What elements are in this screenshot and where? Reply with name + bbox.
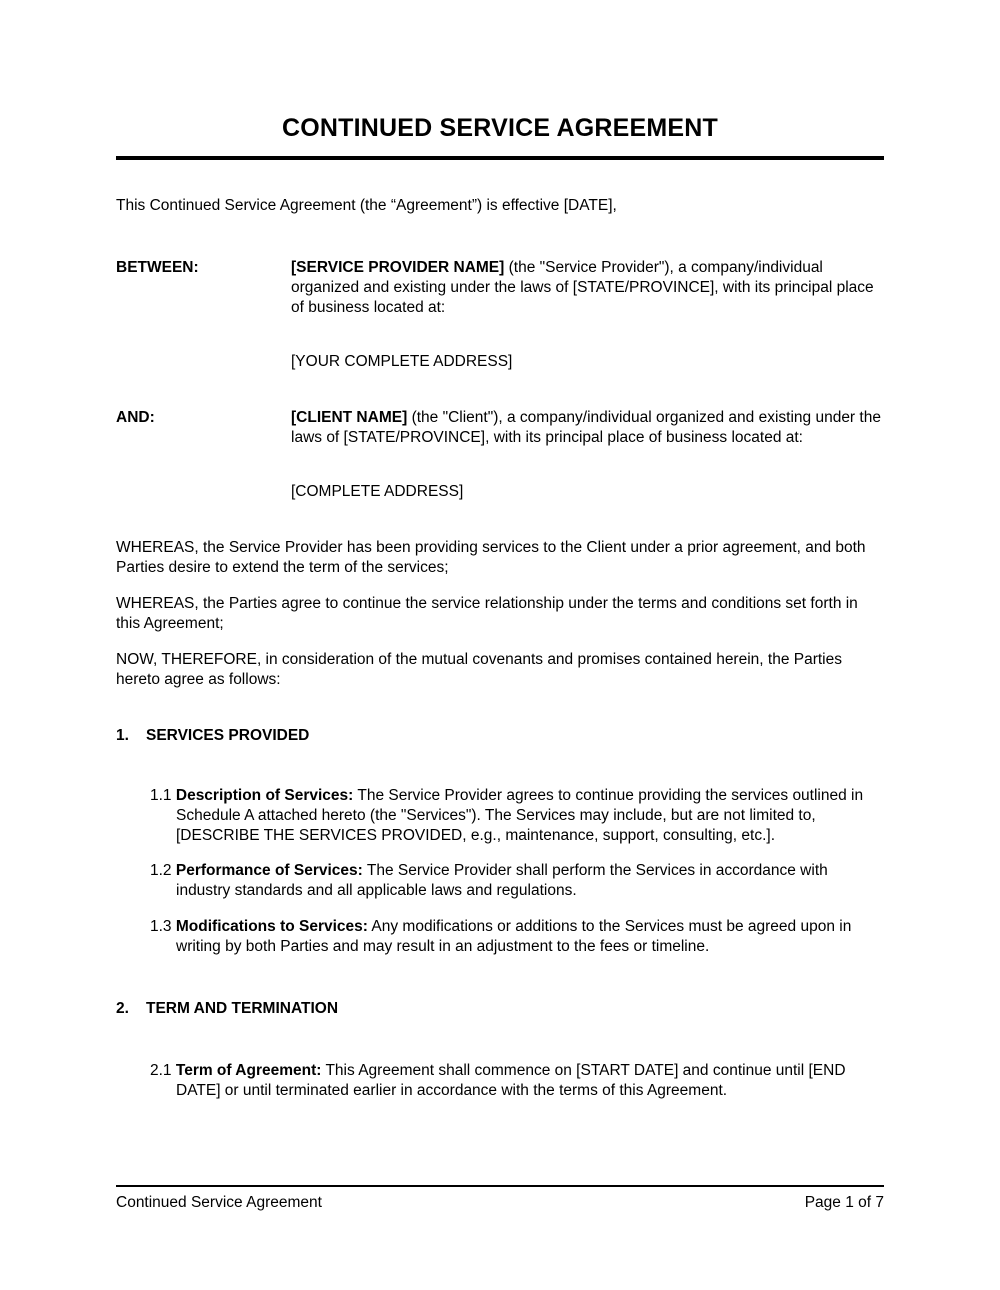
- intro-paragraph: This Continued Service Agreement (the “Agreement”) is effective [DATE],: [116, 197, 617, 214]
- section-number: 1.: [116, 727, 129, 744]
- clause-title: Modifications to Services:: [175, 918, 368, 935]
- clause-modifications-to-services: [116, 917, 884, 957]
- section-number: 2.: [116, 1000, 129, 1017]
- clause-number: 1.3: [150, 918, 172, 935]
- clause-text: Any modifications or additions to the Services must be agreed upon in writing by both Parties and may result in an adjustment to the fees or timeline.: [176, 918, 852, 955]
- clause-title: Description of Services:: [175, 787, 354, 804]
- party-name-placeholder: [CLIENT NAME]: [291, 409, 408, 426]
- party-description-and: [291, 408, 884, 448]
- party-address-placeholder: [COMPLETE ADDRESS]: [291, 483, 464, 500]
- clause-title: Performance of Services:: [175, 862, 363, 879]
- section-heading-term-and-termination: [116, 999, 884, 1019]
- party-description-text: (the "Service Provider"), a company/individual organized and existing under the laws of [STATE/PROVINCE], with its principal place of business located at:: [291, 259, 874, 316]
- footer-page-number: Page 1 of 7: [804, 1194, 884, 1211]
- footer-document-name: Continued Service Agreement: [116, 1194, 322, 1211]
- recital-paragraph: NOW, THEREFORE, in consideration of the mutual covenants and promises contained herein, the Parties hereto agree as follows:: [116, 651, 842, 688]
- clause-number: 1.1: [150, 787, 172, 804]
- clause-performance-of-services: [116, 861, 884, 901]
- title-divider: [116, 156, 884, 160]
- section-title: TERM AND TERMINATION: [146, 1000, 339, 1017]
- party-label-and: AND:: [116, 409, 155, 426]
- party-name-placeholder: [SERVICE PROVIDER NAME]: [291, 259, 505, 276]
- party-label-between: BETWEEN:: [116, 259, 199, 276]
- clause-text: The Service Provider agrees to continue providing the services outlined in Schedule A attached hereto (the "Services"). The Services may include, but are not limited to, [DESCRIBE THE SERVICES PROVIDED, e.g., maintenance, support, consulting, etc.].: [176, 787, 864, 844]
- clause-description-of-services: [116, 786, 884, 846]
- recital-paragraph: WHEREAS, the Parties agree to continue the service relationship under the terms and conditions set forth in this Agreement;: [116, 595, 858, 632]
- party-description-text: (the "Client"), a company/individual organized and existing under the laws of [STATE/PROVINCE], with its principal place of business located at:: [291, 409, 881, 446]
- party-block-and: [116, 408, 884, 502]
- recital-paragraph: WHEREAS, the Service Provider has been providing services to the Client under a prior agreement, and both Parties desire to extend the term of the services;: [116, 539, 866, 576]
- party-body-between: [291, 258, 884, 372]
- clause-number: 1.2: [150, 862, 172, 879]
- section-title: SERVICES PROVIDED: [146, 727, 310, 744]
- document-title: CONTINUED SERVICE AGREEMENT: [281, 114, 718, 142]
- clause-number: 2.1: [150, 1062, 172, 1079]
- party-body-and: [291, 408, 884, 502]
- clause-term-of-agreement: [116, 1061, 884, 1101]
- section-heading-services-provided: [116, 726, 884, 746]
- clause-text: This Agreement shall commence on [START DATE] and continue until [END DATE] or until terminated earlier in accordance with the terms of this Agreement.: [176, 1062, 846, 1099]
- clause-title: Term of Agreement:: [175, 1062, 322, 1079]
- party-address-placeholder: [YOUR COMPLETE ADDRESS]: [291, 353, 513, 370]
- clause-text: The Service Provider shall perform the Services in accordance with industry standards and all applicable laws and regulations.: [176, 862, 828, 899]
- party-description-between: [291, 258, 884, 318]
- party-block-between: [116, 258, 884, 372]
- page-footer: [116, 1185, 884, 1213]
